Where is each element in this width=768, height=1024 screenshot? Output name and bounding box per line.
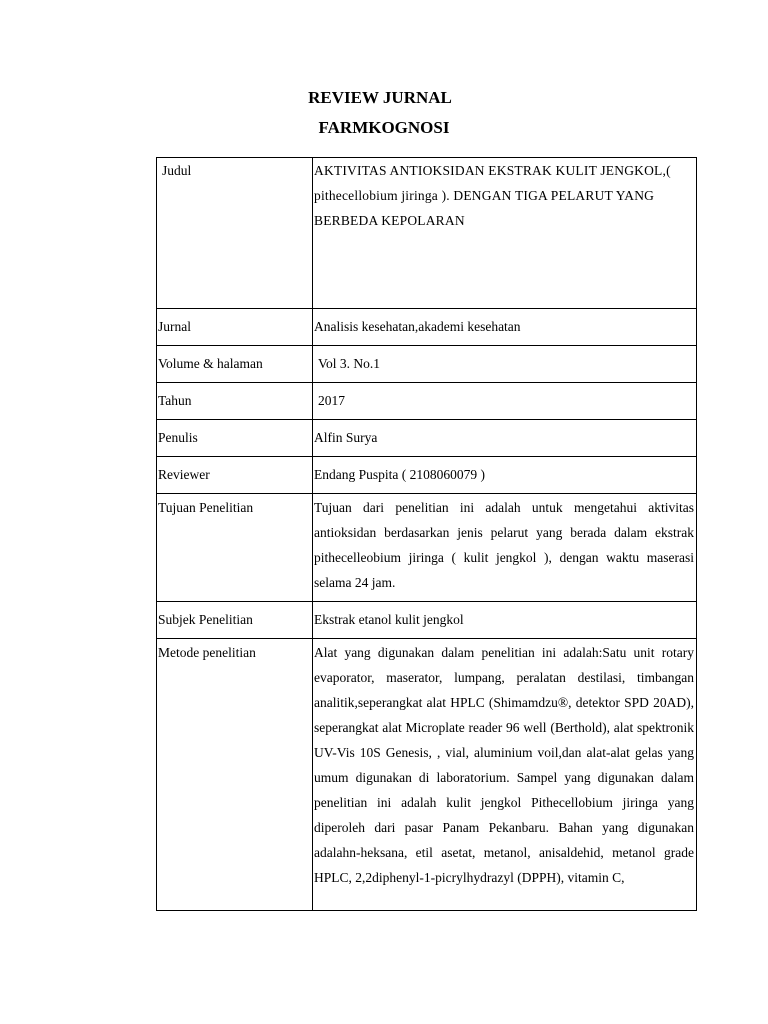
row-label-jurnal: Jurnal xyxy=(157,309,313,346)
table-row-subjek xyxy=(157,602,697,639)
row-value-penulis: Alfin Surya xyxy=(313,420,697,457)
table-row-tujuan xyxy=(157,494,697,602)
table-row-penulis xyxy=(157,420,697,457)
row-label-tahun: Tahun xyxy=(157,383,313,420)
row-label-volume: Volume & halaman xyxy=(157,346,313,383)
row-value-subjek: Ekstrak etanol kulit jengkol xyxy=(313,602,697,639)
table-row-jurnal xyxy=(157,309,697,346)
row-label-penulis: Penulis xyxy=(157,420,313,457)
row-value-tahun: 2017 xyxy=(318,393,345,408)
review-table xyxy=(156,157,697,911)
table-row-volume xyxy=(157,346,697,383)
row-value-volume: Vol 3. No.1 xyxy=(318,356,381,371)
document-subtitle: FARMKOGNOSI xyxy=(318,118,450,137)
row-value-jurnal: Analisis kesehatan,akademi kesehatan xyxy=(313,309,697,346)
table-row-tahun xyxy=(157,383,697,420)
row-label-judul: Judul xyxy=(162,163,192,178)
row-value-judul: AKTIVITAS ANTIOKSIDAN EKSTRAK KULIT JENGKOL,( pithecellobium jiringa ). DENGAN TIGA PELARUT YANG BERBEDA KEPOLARAN xyxy=(313,158,697,309)
table-row-reviewer xyxy=(157,457,697,494)
row-label-reviewer: Reviewer xyxy=(157,457,313,494)
row-label-tujuan: Tujuan Penelitian xyxy=(157,494,313,602)
table-row-judul xyxy=(157,158,697,309)
row-label-subjek: Subjek Penelitian xyxy=(157,602,313,639)
row-value-tujuan: Tujuan dari penelitian ini adalah untuk mengetahui aktivitas antioksidan berdasarkan jenis pelarut yang berada dalam ekstrak pithecelleobium jiringa ( kulit jengkol ), dengan waktu maserasi selama 24 jam. xyxy=(313,494,697,602)
row-value-metode: Alat yang digunakan dalam penelitian ini adalah:Satu unit rotary evaporator, maserator, lumpang, peralatan destilasi, timbangan analitik,seperangkat alat HPLC (Shimamdzu®, detektor SPD 20AD), seperangkat alat Microplate reader 96 well (Berthold), alat spektronik UV-Vis 10S Genesis, , vial, aluminium voil,dan alat-alat gelas yang umum digunakan di laboratorium. Sampel yang digunakan dalam penelitian ini adalah kulit jengkol Pithecellobium jiringa yang diperoleh dari pasar Panam Pekanbaru. Bahan yang digunakan adalahn-heksana, etil asetat, metanol, anisaldehid, metanol grade HPLC, 2,2diphenyl-1-picrylhydrazyl (DPPH), vitamin C, xyxy=(313,639,697,911)
row-label-metode: Metode penelitian xyxy=(157,639,313,911)
document-title: REVIEW JURNAL xyxy=(308,88,452,107)
row-value-reviewer: Endang Puspita ( 2108060079 ) xyxy=(313,457,697,494)
table-row-metode xyxy=(157,639,697,911)
